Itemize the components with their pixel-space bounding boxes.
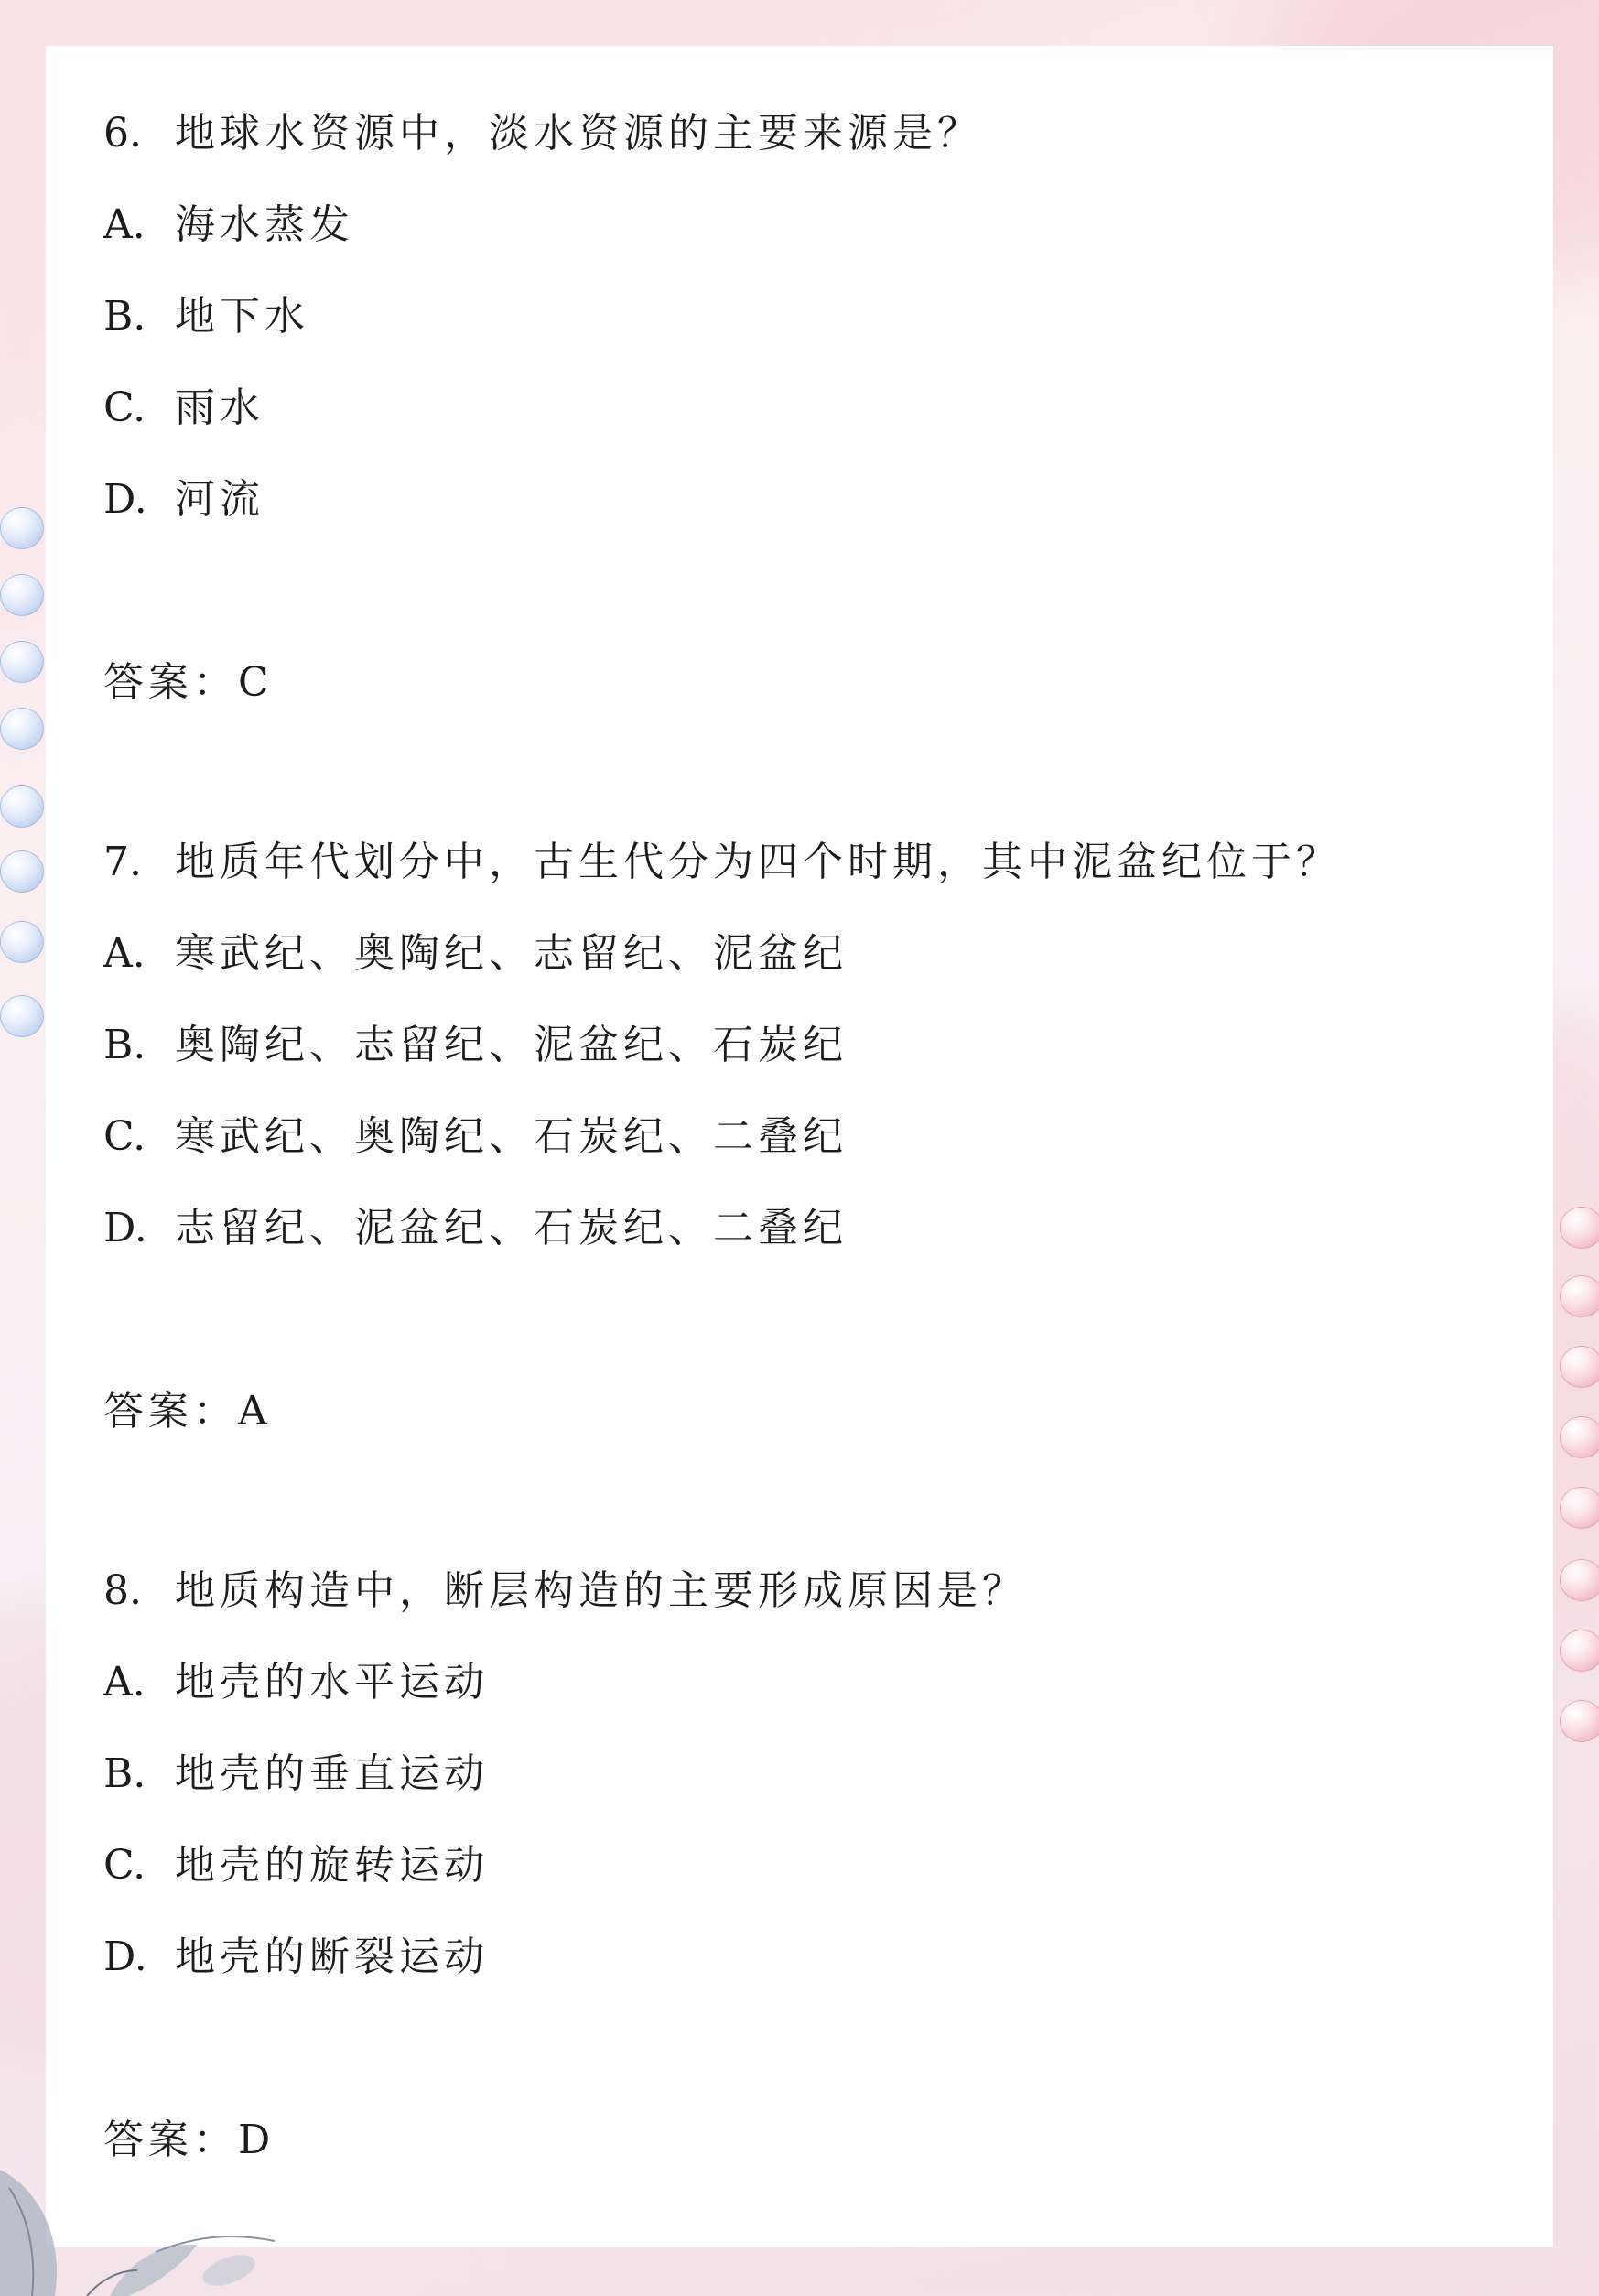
binder-ring-decoration: [1560, 1487, 1599, 1529]
option-label: B.: [103, 1022, 146, 1068]
option-label: A.: [103, 1659, 146, 1706]
option-item: [103, 472, 265, 527]
option-text: 河流: [175, 476, 265, 523]
binder-ring-decoration: [0, 641, 44, 683]
binder-ring-decoration: [0, 574, 44, 616]
binder-ring-decoration: [0, 708, 44, 750]
question-number: 8.: [103, 1567, 142, 1614]
binder-ring-decoration: [0, 921, 44, 963]
answer-prefix: 答案：: [103, 1388, 238, 1435]
option-label: A.: [103, 930, 146, 977]
option-label: C.: [103, 384, 146, 431]
option-text: 志留纪、泥盆纪、石炭纪、二叠纪: [175, 1205, 848, 1251]
option-label: C.: [103, 1113, 146, 1160]
option-text: 地壳的断裂运动: [175, 1933, 489, 1980]
answer-prefix: 答案：: [103, 659, 238, 706]
option-item: [103, 926, 848, 981]
option-item: [103, 1110, 848, 1164]
answer-line: [103, 1384, 267, 1439]
binder-ring-decoration: [0, 785, 44, 828]
option-item: [103, 1018, 848, 1073]
question-number: 7.: [103, 839, 142, 885]
question-text: [103, 835, 1341, 890]
option-item: [103, 1747, 489, 1802]
binder-ring-decoration: [1560, 1207, 1599, 1249]
question-number: 6.: [103, 110, 142, 157]
question-stem: 地球水资源中，淡水资源的主要来源是？: [175, 110, 982, 157]
option-text: 寒武纪、奥陶纪、志留纪、泥盆纪: [175, 930, 848, 977]
option-item: [103, 1838, 489, 1893]
option-label: A.: [103, 201, 146, 248]
binder-ring-decoration: [1560, 1346, 1599, 1388]
answer-key: D: [238, 2117, 271, 2163]
question-text: [103, 106, 982, 161]
option-text: 地壳的水平运动: [175, 1659, 489, 1706]
question-text: [103, 1564, 1027, 1619]
option-item: [103, 1201, 848, 1256]
option-item: [103, 198, 354, 253]
option-text: 地壳的旋转运动: [175, 1842, 489, 1889]
binder-ring-decoration: [0, 850, 44, 893]
option-text: 雨水: [175, 384, 265, 431]
option-label: B.: [103, 1750, 146, 1797]
option-item: [103, 289, 309, 344]
option-label: D.: [103, 476, 147, 523]
option-label: D.: [103, 1205, 147, 1251]
option-label: C.: [103, 1842, 146, 1889]
option-item: [103, 381, 265, 436]
option-text: 地壳的垂直运动: [175, 1750, 489, 1797]
answer-prefix: 答案：: [103, 2117, 238, 2163]
option-text: 地下水: [175, 293, 309, 340]
answer-key: A: [238, 1388, 267, 1435]
question-stem: 地质构造中，断层构造的主要形成原因是？: [175, 1567, 1027, 1614]
binder-ring-decoration: [0, 507, 44, 549]
answer-key: C: [238, 659, 269, 706]
binder-ring-decoration: [1560, 1416, 1599, 1458]
binder-ring-decoration: [0, 995, 44, 1037]
answer-line: [103, 655, 269, 710]
option-item: [103, 1930, 489, 1985]
option-label: D.: [103, 1933, 147, 1980]
binder-ring-decoration: [1560, 1700, 1599, 1742]
binder-ring-decoration: [1560, 1275, 1599, 1317]
question-stem: 地质年代划分中，古生代分为四个时期，其中泥盆纪位于？: [175, 839, 1341, 885]
option-text: 奥陶纪、志留纪、泥盆纪、石炭纪: [175, 1022, 848, 1068]
option-label: B.: [103, 293, 146, 340]
option-text: 寒武纪、奥陶纪、石炭纪、二叠纪: [175, 1113, 848, 1160]
answer-line: [103, 2113, 270, 2168]
option-text: 海水蒸发: [175, 201, 354, 248]
option-item: [103, 1655, 489, 1710]
binder-ring-decoration: [1560, 1630, 1599, 1672]
binder-ring-decoration: [1560, 1559, 1599, 1601]
